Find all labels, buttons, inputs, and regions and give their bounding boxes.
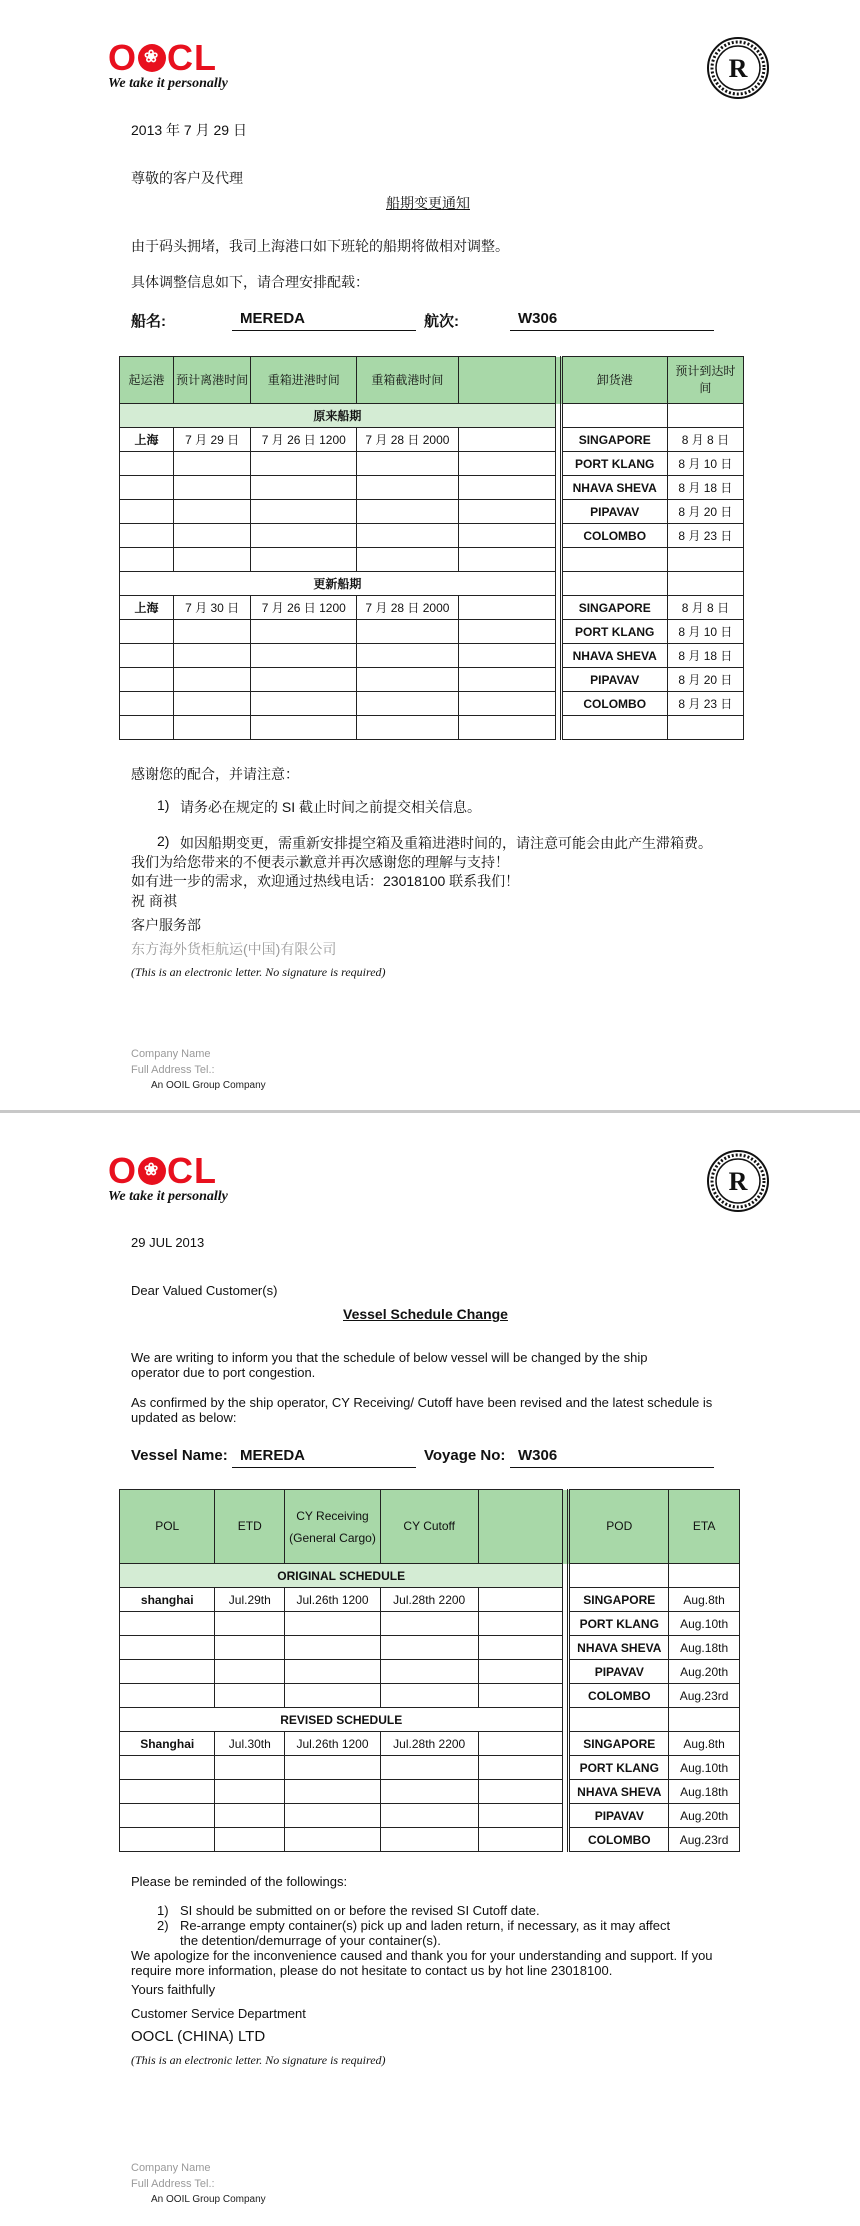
footer-group: An OOIL Group Company [151, 1080, 266, 1091]
note-2-line-2: the detention/demurrage of your container(s). [180, 1933, 441, 1948]
salutation: Dear Valued Customer(s) [131, 1283, 278, 1298]
cell-pod: SINGAPORE [569, 1588, 669, 1612]
oocl-logo [108, 38, 258, 96]
table-row [120, 500, 744, 524]
table-row [120, 524, 744, 548]
cell-pod: PIPAVAV [561, 500, 667, 524]
certification-seal-icon [706, 36, 770, 100]
table-row [120, 1780, 740, 1804]
cell-pod: COLOMBO [561, 524, 667, 548]
table-row [120, 1828, 740, 1852]
cell-eta: Aug.10th [669, 1756, 740, 1780]
voyage-label: Voyage No: [424, 1447, 506, 1464]
paragraph-2: 具体调整信息如下，请合理安排配载： [131, 274, 369, 290]
table-row [120, 1636, 740, 1660]
header-etd: ETD [215, 1490, 285, 1564]
letter-title: Vessel Schedule Change [343, 1306, 508, 1322]
cell-pod: PORT KLANG [569, 1756, 669, 1780]
cell-eta: Aug.18th [669, 1780, 740, 1804]
section-label-revised: 更新船期 [120, 572, 556, 596]
table-row [120, 1756, 740, 1780]
cell-cy-receiving: Jul.26th 1200 [285, 1588, 381, 1612]
letter-date: 2013 年 7 月 29 日 [131, 122, 247, 138]
section-row-original [120, 1564, 740, 1588]
header-pol: POL [120, 1490, 215, 1564]
vessel-label: Vessel Name: [131, 1447, 228, 1464]
reminder-line: Please be reminded of the followings: [131, 1874, 348, 1889]
cell-eta: 8 月 23 日 [667, 524, 743, 548]
note-1: SI should be submitted on or before the revised SI Cutoff date. [180, 1903, 540, 1918]
header-pod: POD [569, 1490, 669, 1564]
cell-pod: SINGAPORE [561, 596, 667, 620]
cell-pod: PORT KLANG [561, 620, 667, 644]
header-eta: 预计到达时间 [667, 357, 743, 404]
company-line: OOCL (CHINA) LTD [131, 2028, 266, 2045]
cell-pod: COLOMBO [561, 692, 667, 716]
table-row [120, 1612, 740, 1636]
letter-date: 29 JUL 2013 [131, 1235, 205, 1250]
svg-text:R: R [728, 54, 748, 83]
cell-pod: SINGAPORE [569, 1732, 669, 1756]
table-row [120, 1588, 740, 1612]
table-row [120, 476, 744, 500]
cell-cy-cutoff: 7 月 28 日 2000 [357, 428, 458, 452]
note-1: 请务必在规定的 SI 截止时间之前提交相关信息。 [180, 799, 482, 815]
cell-eta: Aug.10th [669, 1612, 740, 1636]
cell-eta: 8 月 10 日 [667, 620, 743, 644]
table-row [120, 644, 744, 668]
header-pod: 卸货港 [561, 357, 667, 404]
note-2-number: 2) [157, 1918, 169, 1933]
oocl-flower-icon [138, 44, 166, 72]
cell-eta: 8 月 10 日 [667, 452, 743, 476]
electronic-letter-note: (This is an electronic letter. No signature is required) [131, 965, 386, 979]
note-2-line-1: Re-arrange empty container(s) pick up and laden return, if necessary, as it may affect [180, 1918, 671, 1933]
cell-cy-cutoff: 7 月 28 日 2000 [357, 596, 458, 620]
cell-pol: 上海 [120, 428, 174, 452]
closing-line: Yours faithfully [131, 1982, 216, 1997]
cell-eta: 8 月 20 日 [667, 668, 743, 692]
electronic-letter-note: (This is an electronic letter. No signature is required) [131, 2053, 386, 2067]
cell-eta: Aug.8th [669, 1732, 740, 1756]
footer-address: Full Address Tel.: [131, 1064, 215, 1076]
cell-eta: Aug.18th [669, 1636, 740, 1660]
cell-pod: PORT KLANG [561, 452, 667, 476]
vessel-value: MEREDA [232, 308, 416, 331]
certification-seal-icon [706, 1149, 770, 1213]
cell-eta: 8 月 18 日 [667, 476, 743, 500]
header-blank [478, 1490, 563, 1564]
table-row [120, 1684, 740, 1708]
cell-pod: PIPAVAV [569, 1660, 669, 1684]
cell-pol: 上海 [120, 596, 174, 620]
section-label-original: 原来船期 [120, 404, 556, 428]
header-cy-cutoff: 重箱截港时间 [357, 357, 458, 404]
header-eta: ETA [669, 1490, 740, 1564]
cell-eta: 8 月 8 日 [667, 428, 743, 452]
cell-cy-cutoff: Jul.28th 2200 [380, 1732, 478, 1756]
department-line: 客户服务部 [131, 917, 201, 933]
table-row [120, 692, 744, 716]
table-row [120, 620, 744, 644]
paragraph-2-line-1: As confirmed by the ship operator, CY Receiving/ Cutoff have been revised and the latest schedule is [131, 1395, 713, 1410]
svg-text:R: R [728, 1167, 748, 1196]
note-2-number: 2) [157, 833, 170, 849]
contact-line: 如有进一步的需求，欢迎通过热线电话：23018100 联系我们！ [131, 873, 520, 889]
section-label-revised: REVISED SCHEDULE [120, 1708, 563, 1732]
cell-eta: Aug.23rd [669, 1684, 740, 1708]
table-row [120, 548, 744, 572]
apology-line: 我们为给您带来的不便表示歉意并再次感谢您的理解与支持！ [131, 854, 509, 870]
cell-pol: Shanghai [120, 1732, 215, 1756]
oocl-logo [108, 1151, 258, 1209]
paragraph-2-line-2: updated as below: [131, 1410, 237, 1425]
table-row [120, 452, 744, 476]
letter-page-chinese [0, 0, 860, 1110]
table-row [120, 1732, 740, 1756]
header-blank [458, 357, 555, 404]
paragraph-1-line-1: We are writing to inform you that the schedule of below vessel will be changed by the ship [131, 1350, 648, 1365]
table-row [120, 428, 744, 452]
cell-eta: 8 月 23 日 [667, 692, 743, 716]
cell-pod: NHAVA SHEVA [561, 644, 667, 668]
cell-pod: NHAVA SHEVA [561, 476, 667, 500]
paragraph-1-line-2: operator due to port congestion. [131, 1365, 316, 1380]
company-line: 东方海外货柜航运(中国)有限公司 [131, 941, 337, 957]
schedule-table [119, 1489, 740, 1852]
thanks-line: 感谢您的配合，并请注意： [131, 766, 299, 782]
cell-pod: PIPAVAV [561, 668, 667, 692]
footer-company-name: Company Name [131, 2162, 211, 2174]
table-row [120, 716, 744, 740]
cell-pod: PIPAVAV [569, 1804, 669, 1828]
cell-cy-receiving: Jul.26th 1200 [285, 1732, 381, 1756]
header-cy-receiving: 重箱进港时间 [251, 357, 357, 404]
letter-title: 船期变更通知 [386, 195, 470, 211]
cell-eta: 8 月 8 日 [667, 596, 743, 620]
oocl-flower-icon [138, 1157, 166, 1185]
cell-eta: 8 月 20 日 [667, 500, 743, 524]
cell-cy-cutoff: Jul.28th 2200 [380, 1588, 478, 1612]
voyage-value: W306 [510, 1445, 714, 1468]
cell-eta: Aug.8th [669, 1588, 740, 1612]
cell-etd: 7 月 30 日 [174, 596, 251, 620]
voyage-value: W306 [510, 308, 714, 331]
paragraph-1: 由于码头拥堵，我司上海港口如下班轮的船期将做相对调整。 [131, 238, 509, 254]
closing-line: 祝 商祺 [131, 893, 177, 909]
note-2: 如因船期变更，需重新安排提空箱及重箱进港时间的，请注意可能会由此产生滞箱费。 [180, 835, 712, 851]
footer-address: Full Address Tel.: [131, 2178, 215, 2190]
note-1-number: 1) [157, 1903, 169, 1918]
table-row [120, 1804, 740, 1828]
footer-company-name: Company Name [131, 1048, 211, 1060]
cell-eta: Aug.23rd [669, 1828, 740, 1852]
oocl-logo-wordmark: O❀ CL [108, 1151, 217, 1191]
cell-pol: shanghai [120, 1588, 215, 1612]
cell-eta: Aug.20th [669, 1660, 740, 1684]
table-row [120, 668, 744, 692]
salutation: 尊敬的客户及代理 [131, 170, 243, 186]
header-pol: 起运港 [120, 357, 174, 404]
letter-page-english [0, 1113, 860, 2223]
section-row-original [120, 404, 744, 428]
cell-pod: COLOMBO [569, 1828, 669, 1852]
department-line: Customer Service Department [131, 2006, 306, 2021]
logo-tagline: We take it personally [108, 76, 228, 91]
logo-tagline: We take it personally [108, 1189, 228, 1204]
note-1-number: 1) [157, 797, 170, 813]
cell-pod: PORT KLANG [569, 1612, 669, 1636]
table-header-row [120, 357, 744, 404]
table-header-row [120, 1490, 740, 1564]
table-row [120, 1660, 740, 1684]
cell-pod: NHAVA SHEVA [569, 1636, 669, 1660]
header-etd: 预计离港时间 [174, 357, 251, 404]
header-cy-receiving: CY Receiving (General Cargo) [285, 1490, 381, 1564]
vessel-value: MEREDA [232, 1445, 416, 1468]
cell-pod: SINGAPORE [561, 428, 667, 452]
cell-cy-receiving: 7 月 26 日 1200 [251, 596, 357, 620]
schedule-table [119, 356, 744, 740]
section-row-revised [120, 572, 744, 596]
section-row-revised [120, 1708, 740, 1732]
section-label-original: ORIGINAL SCHEDULE [120, 1564, 563, 1588]
apology-line-2: require more information, please do not hesitate to contact us by hot line 23018100. [131, 1963, 613, 1978]
apology-line-1: We apologize for the inconvenience caused and thank you for your understanding and support. If you [131, 1948, 713, 1963]
cell-etd: 7 月 29 日 [174, 428, 251, 452]
table-row [120, 596, 744, 620]
footer-group: An OOIL Group Company [151, 2194, 266, 2205]
cell-etd: Jul.29th [215, 1588, 285, 1612]
cell-pod: NHAVA SHEVA [569, 1780, 669, 1804]
cell-eta: 8 月 18 日 [667, 644, 743, 668]
cell-cy-receiving: 7 月 26 日 1200 [251, 428, 357, 452]
header-cy-cutoff: CY Cutoff [380, 1490, 478, 1564]
vessel-label: 船名: [131, 313, 166, 330]
oocl-logo-wordmark: O❀ CL [108, 38, 217, 78]
cell-eta: Aug.20th [669, 1804, 740, 1828]
cell-pod: COLOMBO [569, 1684, 669, 1708]
cell-etd: Jul.30th [215, 1732, 285, 1756]
voyage-label: 航次: [424, 313, 459, 330]
